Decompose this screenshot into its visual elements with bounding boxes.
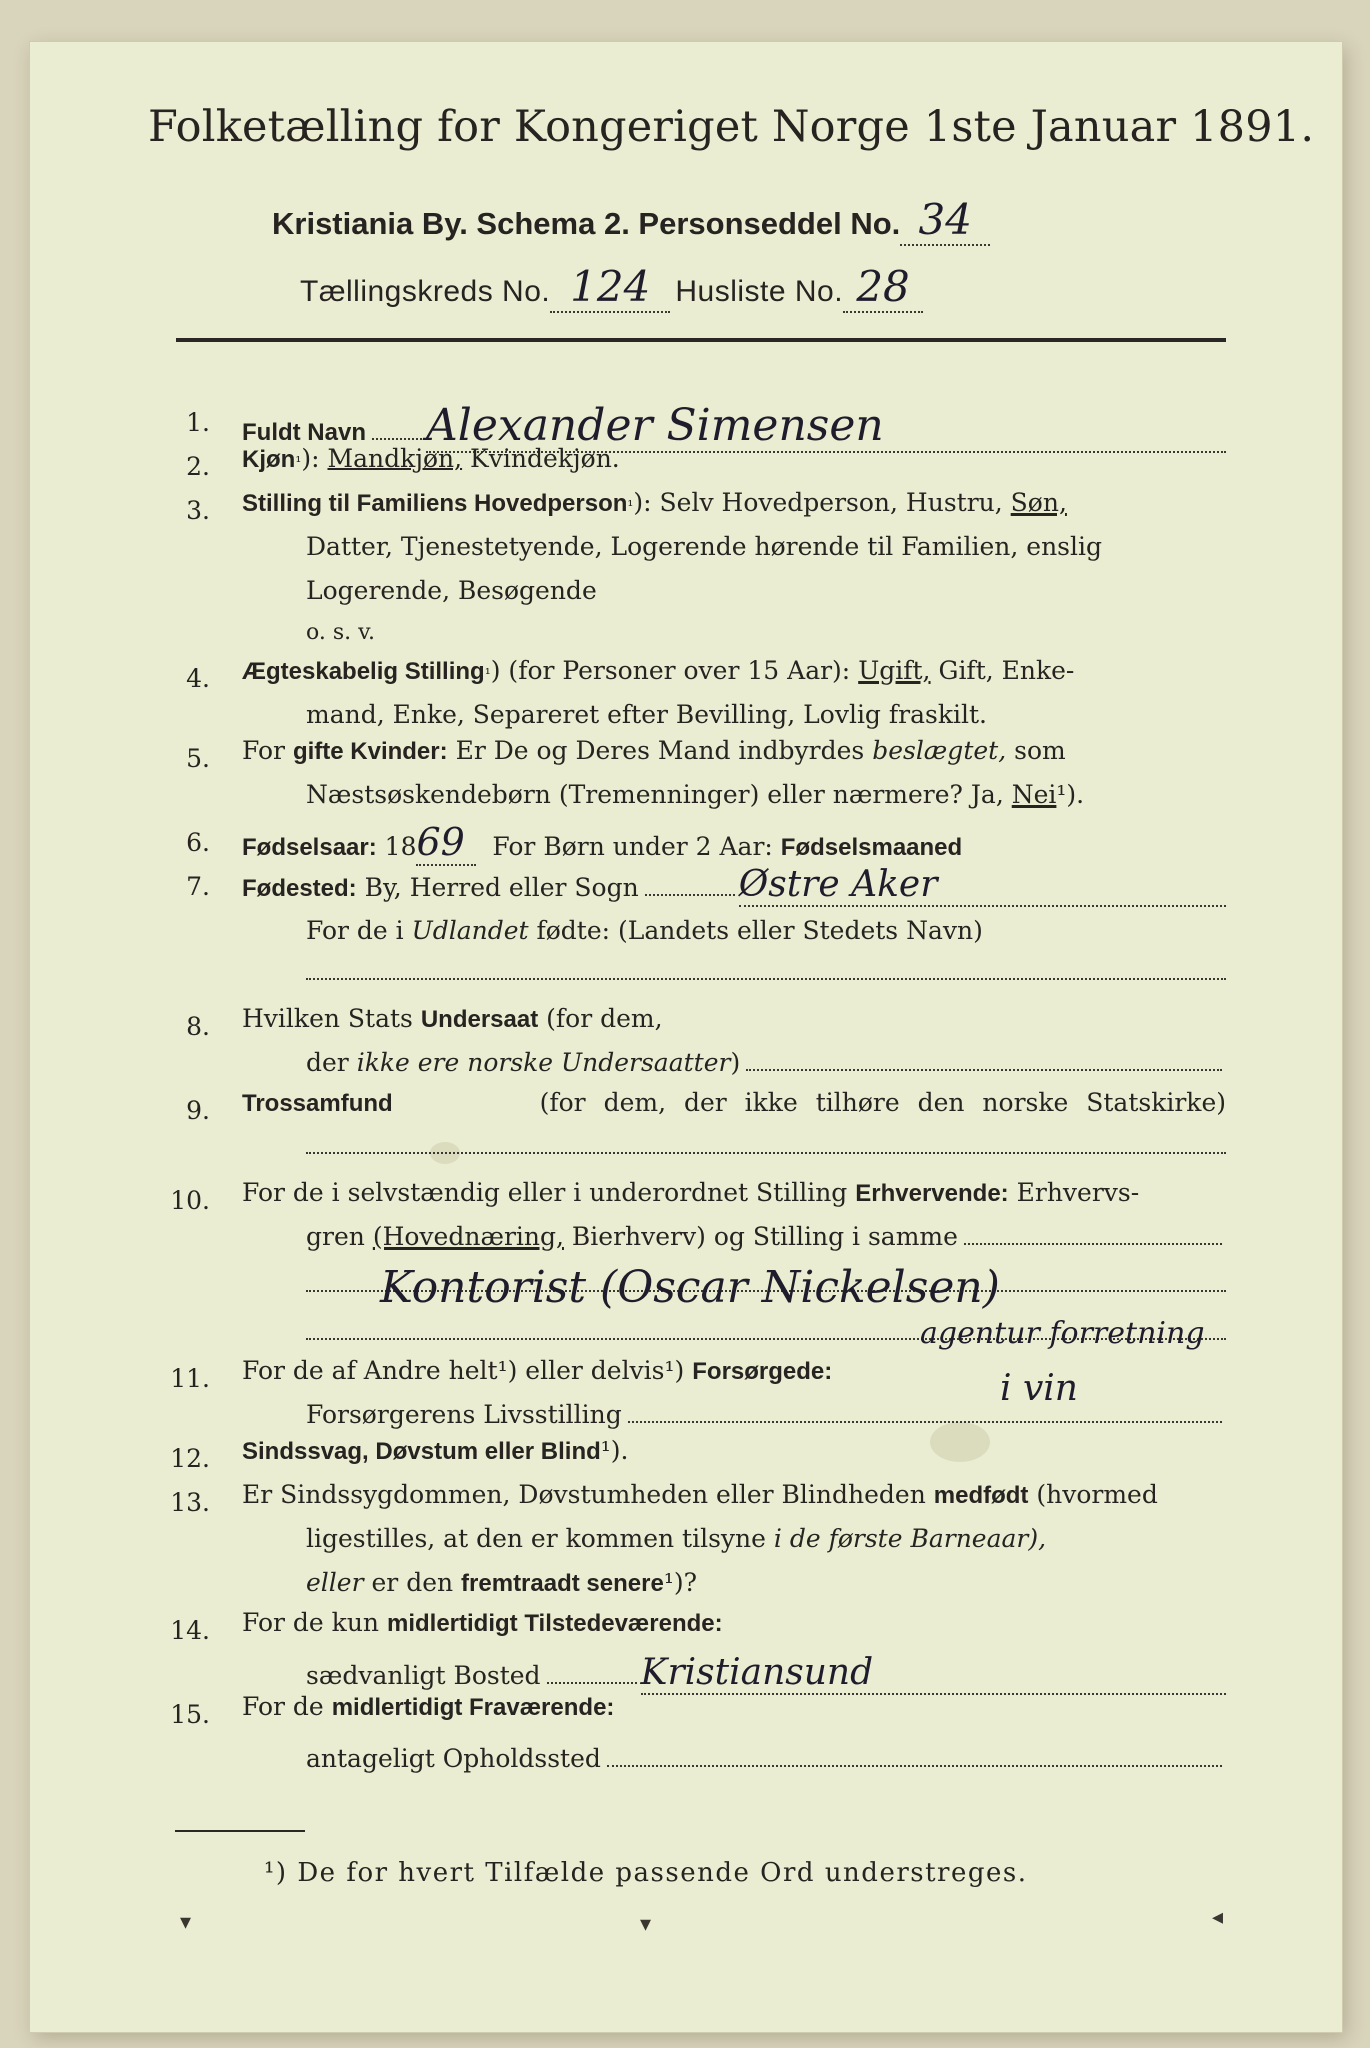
item-text: For de [242,1692,324,1721]
bosted-answer: Kristiansund [641,1652,1226,1695]
item-text: For de af Andre helt¹) eller delvis¹) [242,1356,685,1385]
item-number: 14. [170,1616,210,1645]
personseddel-number: 34 [900,195,990,246]
kreds-number: 124 [550,262,670,313]
forsorger-answer: i vin [1000,1368,1078,1409]
husliste-label: Husliste No. [675,275,844,308]
item-text: som [1014,736,1066,765]
item-text-italic: Udlandet [411,916,529,945]
item-number: 13. [170,1488,210,1517]
item-10-line-2 [306,1222,1226,1264]
item-text: ): [301,444,320,473]
personseddel-label: Kristiania By. Schema 2. Personseddel No. [272,206,901,241]
item-number: 15. [170,1700,210,1729]
item-text: By, Herred eller Sogn [364,873,639,902]
erhvervende-label: Erhvervende: [855,1180,1009,1207]
item-number: 3. [186,496,210,525]
footnote-divider [175,1830,305,1832]
item-text-italic: ikke ere norske Undersaatter [356,1048,731,1077]
item-text-italic: eller [306,1568,364,1597]
item-text: Forsørgerens Livsstilling [306,1400,622,1429]
item-text: ¹). [1056,780,1085,809]
item-text-italic: beslægtet, [872,736,1007,765]
item-text: ¹). [600,1436,629,1465]
form-title: Folketælling for Kongeriget Norge 1ste Januar 1891. [148,102,1315,152]
item-number: 2. [186,452,210,481]
item-text: antageligt Opholdssted [306,1744,601,1773]
dotted-leader [628,1421,1222,1423]
item-4-line-2: mand, Enke, Separeret efter Bevilling, Lovlig fraskilt. [306,700,987,729]
corner-mark: ◂ [1212,1905,1224,1930]
item-text: Gift, Enke- [938,656,1075,685]
item-text: For de kun [242,1608,380,1637]
item-text: ¹)? [663,1568,697,1597]
item-text: gren [306,1222,365,1251]
item-text: Er De og Deres Mand indbyrdes [455,736,865,765]
item-2-line [242,444,620,486]
dotted-leader [372,438,422,440]
item-8-line-1 [242,1004,663,1046]
item-text: ) (for Personer over 15 Aar): [490,656,851,685]
item-14-line-2 [306,1652,1226,1694]
fuldt-navn-label: Fuldt Navn [242,419,366,446]
kjon-option: Kvindekjøn. [470,444,620,473]
item-5-line-2 [306,780,1084,822]
item-number: 10. [170,1186,210,1215]
item-text: sædvanligt Bosted [306,1661,541,1690]
dotted-leader [645,894,735,896]
forsorgede-label: Forsørgede: [692,1358,833,1385]
item-text: For [242,736,285,765]
item-text: (hvormed [1036,1480,1158,1509]
item-number: 8. [186,1012,210,1041]
item-3-line-1 [242,488,1067,530]
footnote: ¹) De for hvert Tilfælde passende Ord understreges. [264,1858,1028,1888]
item-12-line [242,1436,629,1478]
item-text: Erhvervs- [1016,1178,1140,1207]
fremtraadt-label: fremtraadt senere [461,1570,664,1597]
item-text: For de i [306,916,404,945]
birth-year-answer: 69 [416,820,476,866]
header-line-2 [272,195,990,246]
item-text: ) [730,1048,741,1077]
footnote-ref: ¹ [484,665,491,683]
kjon-selected: Mandkjøn, [327,444,463,473]
husliste-number: 28 [843,262,923,313]
item-number: 12. [170,1444,210,1473]
item-number: 7. [186,872,210,901]
occupation-answer: Kontorist (Oscar Nickelsen) [380,1262,1000,1313]
footnote-ref: ¹ [295,453,302,471]
item-number: 11. [170,1364,210,1393]
item-text: Næstsøskendebørn (Tremenninger) eller nærmere? Ja, [306,780,1004,809]
item-number: 6. [186,828,210,857]
medfodt-label: medfødt [933,1482,1029,1509]
item-8-line-2 [306,1048,1226,1090]
fodselsmaaned-label: Fødselsmaaned [780,834,963,861]
item-14-line-1 [242,1608,723,1650]
corner-mark: ▾ [180,1910,192,1935]
trossamfund-label: Trossamfund [242,1090,393,1117]
aegteskab-selected: Ugift, [858,656,931,685]
dotted-leader [547,1682,637,1684]
tilstedevaerende-label: midlertidigt Tilstedeværende: [386,1610,723,1637]
full-name-answer: Alexander Simensen [426,400,1226,453]
fodselsaar-label: Fødselsaar: [242,834,377,861]
birthplace-answer: Østre Aker [739,864,1226,907]
item-7-line-2 [306,916,983,958]
kreds-label: Tællingskreds No. [300,275,551,308]
fravaerende-label: midlertidigt Fraværende: [331,1694,615,1721]
item-5-line-1 [242,736,1066,778]
occupation-answer-2: agentur forretning [920,1316,1205,1351]
footnote-ref: ¹ [627,497,634,515]
header-line-3 [300,262,923,313]
item-number: 5. [186,744,210,773]
kjon-label: Kjøn [242,446,296,473]
item-9-line [242,1088,1226,1130]
hovednaering-selected: (Hovednæring, [372,1222,564,1251]
item-text: For de i selvstændig eller i underordnet Stilling [242,1178,848,1207]
item-text: (for dem, [546,1004,663,1033]
item-13-line-1 [242,1480,1158,1522]
item-7-line-1 [242,864,1226,906]
fodested-label: Fødested: [242,875,357,902]
stilling-label: Stilling til Familiens Hovedperson [242,490,628,517]
item-text: Bierhverv) og Stilling i samme [571,1222,958,1251]
item-text: ): Selv Hovedperson, Hustru, [633,488,1003,517]
undersaat-label: Undersaat [420,1006,539,1033]
item-number: 4. [186,664,210,693]
item-13-line-3 [306,1568,697,1610]
item-3-line-2: Datter, Tjenestetyende, Logerende hørende til Familien, enslig [306,532,1103,561]
nei-selected: Nei [1011,780,1057,809]
item-text: ligestilles, at den er kommen tilsyne [306,1524,766,1553]
item-15-line-1 [242,1692,614,1734]
item-10-line-1 [242,1178,1139,1220]
item-13-line-2 [306,1524,1046,1566]
aegteskab-label: Ægteskabelig Stilling [242,658,485,685]
item-1-line [242,400,1226,451]
gifte-kvinder-label: gifte Kvinder: [292,738,448,765]
item-text: er den [371,1568,454,1597]
item-6-line [242,820,962,862]
corner-mark: ▾ [640,1912,652,1937]
header-divider [176,338,1226,342]
dotted-answer-line [306,1152,1226,1154]
item-4-line-1 [242,656,1074,698]
item-text: (for dem, der ikke tilhøre den norske Statskirke) [539,1088,1226,1117]
item-3-line-3: Logerende, Besøgende [306,576,597,605]
item-15-line-2 [306,1744,1226,1786]
item-text: Er Sindssygdommen, Døvstumheden eller Blindheden [242,1480,926,1509]
year-prefix: 18 [384,832,417,861]
dotted-answer-line [306,978,1226,980]
item-11-line-1 [242,1356,832,1398]
item-text: Hvilken Stats [242,1004,413,1033]
sindssvag-label: Sindssvag, Døvstum eller Blind [242,1438,601,1465]
dotted-leader [964,1243,1222,1245]
dotted-leader [607,1765,1222,1767]
item-text-italic: i de første Barneaar), [773,1524,1047,1553]
item-number: 1. [186,408,210,437]
item-text: der [306,1048,349,1077]
item-3-line-4: o. s. v. [306,620,375,645]
dotted-leader [746,1069,1222,1071]
stilling-selected: Søn, [1010,488,1067,517]
item-number: 9. [186,1096,210,1125]
item-text: fødte: (Landets eller Stedets Navn) [536,916,983,945]
item-text: For Børn under 2 Aar: [492,832,773,861]
